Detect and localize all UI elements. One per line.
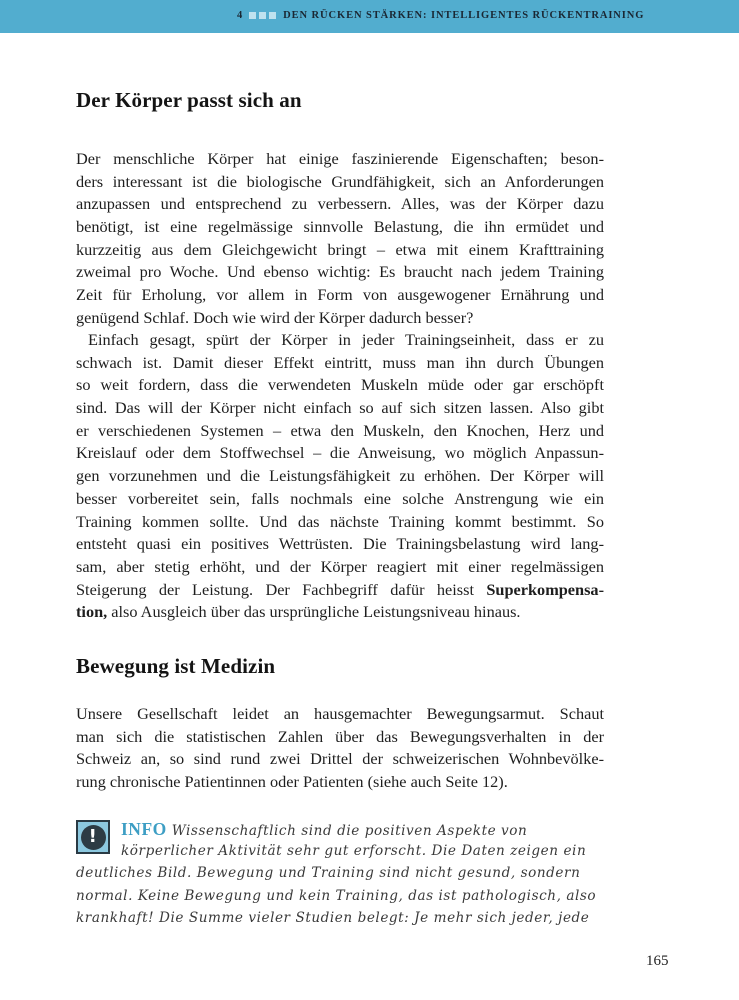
- info-line: normal. Keine Bewegung und kein Training, das ist pathologisch, also: [76, 887, 597, 904]
- body-paragraph-1: [76, 148, 604, 330]
- info-box: [76, 818, 606, 929]
- info-label: INFO: [121, 819, 167, 839]
- square-icon: [269, 12, 276, 19]
- text-line: kurzzeitig aus dem Gleichgewicht bringt – etwa mit einem Krafttraining: [76, 239, 604, 259]
- key-term-superkompensation: Superkompensa-: [486, 579, 604, 599]
- key-term-superkompensation-end: tion,: [76, 602, 108, 622]
- text-line: so weit fordern, dass die verwendeten Muskeln müde oder gar erschöpft: [76, 375, 604, 395]
- body-paragraph-2: [76, 329, 604, 624]
- text-line: Kreislauf oder dem Stoffwechsel – die Anweisung, wo möglich Anpassun-: [76, 443, 604, 463]
- running-header: [0, 0, 739, 33]
- text-line: besser vorbereitet sein, falls nochmals eine solche Anstrengung wie ein: [76, 488, 604, 508]
- text-line: man sich die statistischen Zahlen über das Bewegungsverhalten in der: [76, 726, 604, 746]
- exclamation-circle: !: [81, 825, 106, 850]
- text-line: Unsere Gesellschaft leidet an hausgemachter Bewegungsarmut. Schaut: [76, 704, 604, 723]
- text-fragment: Steigerung der Leistung. Der Fachbegriff dafür heisst: [76, 579, 487, 599]
- text-line: gen vorzunehmen und die Leistungsfähigkeit zu erhöhen. Der Körper will: [76, 466, 604, 486]
- text-line: benötigt, ist eine regelmässige sinnvolle Belastung, die ihn ermüdet und: [76, 217, 604, 237]
- info-line: krankhaft! Die Summe vieler Studien belegt: Je mehr sich jeder, jede: [76, 909, 590, 926]
- square-icon: [249, 12, 256, 19]
- text-line: rung chronische Patientinnen oder Patienten (siehe auch Seite 12).: [76, 772, 508, 792]
- text-fragment: also Ausgleich über das ursprüngliche Leistungsniveau hinaus.: [107, 602, 521, 622]
- text-line: Einfach gesagt, spürt der Körper in jeder Trainingseinheit, dass er zu: [88, 330, 604, 349]
- text-line: Der menschliche Körper hat einige faszinierende Eigenschaften; beson-: [76, 149, 604, 168]
- text-line: schwach ist. Damit dieser Effekt eintritt, muss man ihn durch Übungen: [76, 352, 604, 372]
- info-line: [76, 818, 606, 840]
- text-line: sind. Das will der Körper nicht einfach so auf sich sitzen lassen. Also gibt: [76, 398, 604, 418]
- text-line: er verschiedenen Systemen – etwa den Muskeln, den Knochen, Herz und: [76, 420, 604, 440]
- text-line: Training kommen sollte. Und das nächste Training kommt bestimmt. So: [76, 511, 604, 531]
- decorative-squares: [249, 12, 276, 19]
- section-heading-bewegung-ist-medizin: Bewegung ist Medizin: [76, 654, 276, 678]
- text-line: ders interessant ist die biologische Grundfähigkeit, sich an Anforderungen: [76, 171, 604, 191]
- text-line: anzupassen und entsprechend zu verbessern. Alles, was der Körper dazu: [76, 194, 604, 214]
- body-paragraph-3: [76, 703, 604, 794]
- text-line: genügend Schlaf. Doch wie wird der Körper dadurch besser?: [76, 307, 474, 327]
- text-line: entsteht quasi ein positives Wettrüsten. Die Trainingsbelastung wird lang-: [76, 534, 604, 554]
- info-line: deutliches Bild. Bewegung und Training sind nicht gesund, sondern: [76, 865, 581, 882]
- running-header-text: [237, 10, 644, 21]
- square-icon: [259, 12, 266, 19]
- chapter-title: DEN RÜCKEN STÄRKEN: INTELLIGENTES RÜCKENTRAINING: [283, 10, 645, 21]
- text-line: [76, 579, 604, 602]
- exclamation-icon: [76, 820, 110, 854]
- text-line: Zeit für Erholung, vor allem in Form von ausgewogener Ernährung und: [76, 285, 604, 305]
- info-text: Wissenschaftlich sind die positiven Aspekte von: [171, 823, 528, 839]
- text-line: sam, aber stetig erhöht, und der Körper reagiert mit einer regelmässigen: [76, 556, 604, 576]
- info-line: körperlicher Aktivität sehr gut erforscht. Die Daten zeigen ein: [121, 843, 587, 860]
- page-number: 165: [646, 953, 669, 969]
- text-line: zweimal pro Woche. Und ebenso wichtig: Es braucht nach jedem Training: [76, 262, 604, 282]
- text-line: Schweiz an, so sind rund zwei Drittel der schweizerischen Wohnbevölke-: [76, 749, 604, 769]
- text-line: [76, 601, 604, 624]
- section-heading-koerper-passt-sich-an: Der Körper passt sich an: [76, 88, 302, 112]
- chapter-number: 4: [237, 10, 244, 21]
